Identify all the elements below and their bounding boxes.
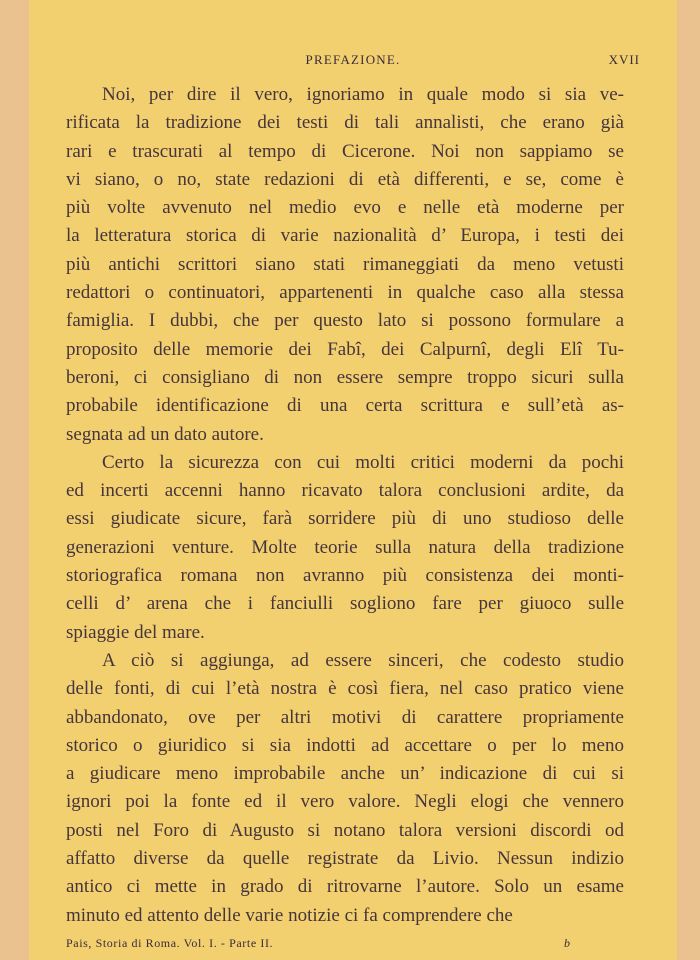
text-line: redattori o continuatori, appartenenti in qualche caso alla stessa	[66, 282, 624, 304]
text-line: abbandonato, ove per altri motivi di carattere propriamente	[66, 706, 624, 728]
text-line: vi siano, o no, state redazioni di età differenti, e se, come è	[66, 168, 624, 190]
text-line: famiglia. I dubbi, che per questo lato si possono formulare a	[66, 310, 624, 332]
text-line: generazioni venture. Molte teorie sulla natura della tradizione	[66, 536, 624, 558]
text-line: la letteratura storica di varie nazionalità d’ Europa, i testi dei	[66, 225, 624, 247]
text-line: a giudicare meno improbabile anche un’ indicazione di cui si	[66, 763, 624, 785]
text-line: storico o giuridico si sia indotti ad accettare o per lo meno	[66, 734, 624, 756]
text-line: beroni, ci consigliano di non essere sempre troppo sicuri sulla	[66, 366, 624, 388]
text-line: segnata ad un dato autore.	[66, 423, 264, 445]
body-text	[66, 81, 624, 930]
text-line: più antichi scrittori siano stati rimaneggiati da meno vetusti	[66, 253, 624, 275]
text-line: celli d’ arena che i fanciulli sogliono fare per giuoco sulle	[66, 593, 624, 615]
text-line: ed incerti accenni hanno ricavato talora conclusioni ardite, da	[66, 480, 624, 502]
text-line: ignori poi la fonte ed il vero valore. Negli elogi che vennero	[66, 791, 624, 813]
book-page	[29, 0, 677, 960]
page-footer	[29, 936, 677, 952]
text-line: A ciò si aggiunga, ad essere sinceri, che codesto studio	[102, 649, 624, 671]
text-line: probabile identificazione di una certa scrittura e sull’età as-	[66, 395, 624, 417]
paragraph	[66, 81, 624, 449]
signature-mark: b	[564, 936, 570, 950]
text-line: rificata la tradizione dei testi di tali annalisti, che erano già	[66, 112, 624, 134]
text-line: posti nel Foro di Augusto si notano talora versioni discordi od	[66, 819, 624, 841]
running-title: PREFAZIONE.	[305, 52, 401, 67]
text-line: spiaggie del mare.	[66, 621, 205, 643]
text-line: storiografica romana non avranno più consistenza dei monti-	[66, 565, 624, 587]
scan-margin-left	[0, 0, 29, 960]
page-number: XVII	[608, 52, 640, 67]
paragraph	[66, 449, 624, 647]
text-line: minuto ed attento delle varie notizie ci fa comprendere che	[66, 904, 513, 926]
footer-citation: Pais, Storia di Roma. Vol. I. - Parte II.	[66, 936, 274, 950]
text-line: affatto diverse da quelle registrate da Livio. Nessun indizio	[66, 848, 624, 870]
text-line: Noi, per dire il vero, ignoriamo in quale modo si sia ve-	[102, 84, 624, 105]
text-line: delle fonti, di cui l’età nostra è così fiera, nel caso pratico viene	[66, 678, 624, 700]
text-line: antico ci mette in grado di ritrovarne l’autore. Solo un esame	[66, 876, 624, 898]
text-line: più volte avvenuto nel medio evo e nelle età moderne per	[66, 197, 624, 219]
text-line: proposito delle memorie dei Fabî, dei Calpurnî, degli Elî Tu-	[66, 338, 624, 360]
text-line: rari e trascurati al tempo di Cicerone. Noi non sappiamo se	[66, 140, 624, 162]
paragraph	[66, 647, 624, 930]
running-head	[29, 52, 677, 68]
scan-margin-right	[677, 0, 700, 960]
text-line: Certo la sicurezza con cui molti critici moderni da pochi	[102, 451, 624, 473]
text-line: essi giudicate sicure, farà sorridere più di uno studioso delle	[66, 508, 624, 530]
